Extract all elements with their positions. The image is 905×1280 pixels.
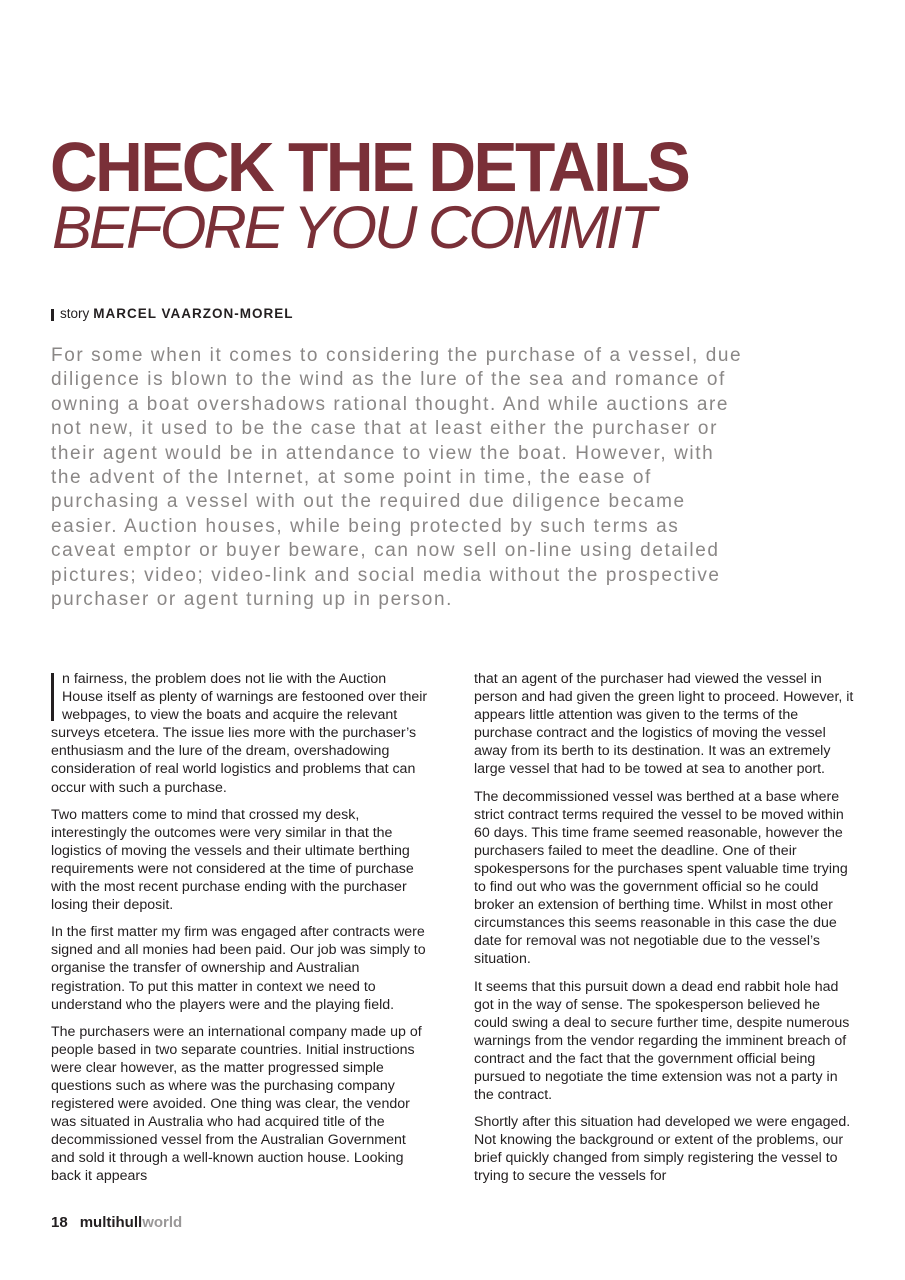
paragraph <box>51 670 431 797</box>
standfirst: For some when it comes to considering the purchase of a vessel, due diligence is blown to the wind as the lure of the sea and romance of owning a boat overshadows rational thought. And while auctions are not new, it used to be the case that at least either the purchaser or their agent would be in attendance to view the boat. However, with the advent of the Internet, at some point in time, the ease of purchasing a vessel with out the required due diligence became easier. Auction houses, while being protected by such terms as caveat emptor or buyer beware, can now sell on-line using detailed pictures; video; video-link and social media without the prospective purchaser or agent turning up in person. <box>51 345 743 611</box>
drop-cap-i <box>51 673 57 721</box>
byline-author: MARCEL VAARZON-MOREL <box>93 306 294 321</box>
page-number: 18 <box>51 1214 68 1231</box>
paragraph: It seems that this pursuit down a dead end rabbit hole had got in the way of sense. The spokesperson believed he could swing a deal to secure further time, despite numerous warnings from the vendor regarding the imminent breach of contract and the fact that the government official being pursued to negotiate the time extension was not a party in the contract. <box>474 978 850 1104</box>
subheadline: BEFORE YOU COMMIT <box>52 194 654 261</box>
paragraph: that an agent of the purchaser had viewed the vessel in person and had given the green light to proceed. However, it appears little attention was given to the terms of the purchase contract and the logistics of moving the vessel away from its berth to its destination. It was an extremely large vessel that had to be towed at sea to another port. <box>474 671 854 778</box>
paragraph: Shortly after this situation had developed we were engaged. Not knowing the background or extent of the problems, our brief quickly changed from simply registering the vessel to trying to secure the vessels for <box>474 1114 851 1185</box>
magazine-name-suffix: world <box>142 1214 183 1231</box>
paragraph: The decommissioned vessel was berthed at a base where strict contract terms required the vessel to be moved within 60 days. This time frame seemed reasonable, however the purchasers failed to meet the deadline. One of their spokespersons for the purchases spent valuable time trying to find out who was the government official so he could broker an extension of berthing time. Whilst in most other circumstances this seems reasonable in this case the due date for removal was not negotiable due to the vessel’s situation. <box>474 788 848 968</box>
magazine-name: multihull <box>79 1214 143 1231</box>
paragraph-text: n fairness, the problem does not lie with the Auction House itself as plenty of warnings are festooned over their webpages, to view the boats and acquire the relevant surveys etcetera. The issue lies more with the purchaser’s enthusiasm and the lure of the dream, overshadowing consideration of real world logistics and problems that can occur with such a purchase. <box>51 671 428 796</box>
paragraph: In the first matter my firm was engaged after contracts were signed and all monies had been paid. Our job was simply to organise the transfer of ownership and Australian registration. To put this matter in context we need to understand who the players were and the playing field. <box>51 924 426 1013</box>
body-column-right <box>474 670 854 1195</box>
paragraph: Two matters come to mind that crossed my desk, interestingly the outcomes were very similar in that the logistics of moving the vessels and their ultimate berthing requirements were not considered at the time of purchase with the most recent purchase ending with the purchaser losing their deposit. <box>51 806 414 914</box>
paragraph: The purchasers were an international company made up of people based in two separate countries. Initial instructions were clear however, as the matter progressed simple questions such as where was the purchasing company registered were avoided. One thing was clear, the vendor was situated in Australia who had acquired title of the decommissioned vessel from the Australian Government and sold it through a well-known auction house. Looking back it appears <box>51 1023 422 1185</box>
headline: CHECK THE DETAILS <box>50 127 689 206</box>
byline <box>51 306 294 322</box>
body-column-left <box>51 670 431 1195</box>
page-footer <box>51 1213 182 1233</box>
byline-bar <box>51 309 54 321</box>
byline-label: story <box>60 306 90 321</box>
